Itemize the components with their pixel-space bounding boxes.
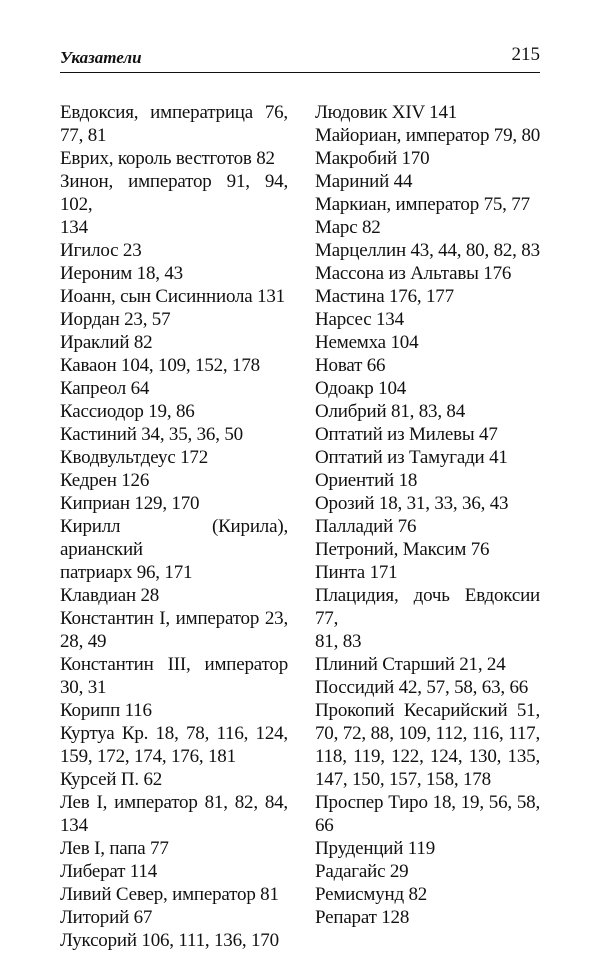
index-entry-line: Ремисмунд 82 xyxy=(315,884,428,905)
index-entry xyxy=(60,768,288,791)
index-entry xyxy=(60,101,288,147)
index-entry-line: 118, 119, 122, 124, 130, 135, xyxy=(315,746,540,767)
index-entry xyxy=(315,147,540,170)
page-number: 215 xyxy=(511,44,540,65)
index-entry-line: Пруденций 119 xyxy=(315,838,435,859)
section-title: Указатели xyxy=(60,48,142,67)
index-entry-line: Палладий 76 xyxy=(315,516,417,537)
index-entry xyxy=(60,837,288,860)
index-column-left xyxy=(60,101,288,952)
index-entry xyxy=(315,377,540,400)
index-entry xyxy=(60,722,288,768)
index-entry xyxy=(315,883,540,906)
index-entry xyxy=(315,492,540,515)
index-entry-line: Кирилл (Кирила), арианский xyxy=(60,516,288,560)
index-entry-line: Орозий 18, 31, 33, 36, 43 xyxy=(315,493,509,514)
index-entry-line: Петроний, Максим 76 xyxy=(315,539,490,560)
index-entry-line: 159, 172, 174, 176, 181 xyxy=(60,746,236,767)
index-entry-line: 134 xyxy=(60,815,88,836)
index-entry xyxy=(60,308,288,331)
index-entry xyxy=(315,561,540,584)
index-entry xyxy=(315,653,540,676)
index-entry-line: Курсей П. 62 xyxy=(60,769,163,790)
index-entry-line: Еврих, король вестготов 82 xyxy=(60,148,275,169)
index-entry-line: Игилос 23 xyxy=(60,240,142,261)
index-entry xyxy=(315,354,540,377)
index-entry xyxy=(60,515,288,584)
index-entry xyxy=(315,216,540,239)
index-entry xyxy=(315,423,540,446)
index-entry-line: Марс 82 xyxy=(315,217,381,238)
index-entry xyxy=(60,262,288,285)
index-entry xyxy=(60,354,288,377)
index-entry-line: Евдоксия, императрица 76, xyxy=(60,102,288,123)
running-header xyxy=(60,44,540,73)
index-entry xyxy=(315,515,540,538)
index-entry xyxy=(315,400,540,423)
index-entry xyxy=(315,101,540,124)
index-entry xyxy=(315,469,540,492)
index-entry-line: Ориентий 18 xyxy=(315,470,418,491)
index-entry-line: Проспер Тиро 18, 19, 56, 58, xyxy=(315,792,540,813)
index-entry xyxy=(60,699,288,722)
index-entry-line: Куртуа Кр. 18, 78, 116, 124, xyxy=(60,723,288,744)
index-entry xyxy=(60,147,288,170)
index-entry-line: Макробий 170 xyxy=(315,148,430,169)
index-entry-line: Клавдиан 28 xyxy=(60,585,160,606)
index-entry xyxy=(315,538,540,561)
index-entry xyxy=(315,193,540,216)
index-entry-line: Кастиний 34, 35, 36, 50 xyxy=(60,424,243,445)
index-entry-line: Поссидий 42, 57, 58, 63, 66 xyxy=(315,677,529,698)
index-entry-line: 70, 72, 88, 109, 112, 116, 117, xyxy=(315,723,540,744)
index-entry xyxy=(60,906,288,929)
index-entry-line: Нарсес 134 xyxy=(315,309,404,330)
index-entry xyxy=(315,308,540,331)
index-entry-line: Оптатий из Милевы 47 xyxy=(315,424,498,445)
index-entry xyxy=(60,446,288,469)
index-entry-line: Каваон 104, 109, 152, 178 xyxy=(60,355,260,376)
index-entry xyxy=(60,423,288,446)
index-entry xyxy=(315,124,540,147)
index-entry-line: Прокопий Кесарийский 51, xyxy=(315,700,540,721)
index-entry xyxy=(315,446,540,469)
index-entry-line: Ираклий 82 xyxy=(60,332,153,353)
index-entry-line: 81, 83 xyxy=(315,631,362,652)
index-entry-line: Оптатий из Тамугади 41 xyxy=(315,447,508,468)
index-entry-line: Зинон, император 91, 94, 102, xyxy=(60,171,288,215)
index-entry-line: Кедрен 126 xyxy=(60,470,150,491)
index-entry xyxy=(315,906,540,929)
index-entry xyxy=(60,653,288,699)
index-entry xyxy=(315,584,540,653)
index-entry-line: Мастина 176, 177 xyxy=(315,286,454,307)
index-entry-line: Новат 66 xyxy=(315,355,386,376)
index-entry-line: Иероним 18, 43 xyxy=(60,263,183,284)
index-entry-line: Ливий Север, император 81 xyxy=(60,884,279,905)
index-entry-line: Маркиан, император 75, 77 xyxy=(315,194,530,215)
index-entry-line: Майориан, император 79, 80 xyxy=(315,125,541,146)
index-entry-line: Литорий 67 xyxy=(60,907,153,928)
index-entry-line: Марцеллин 43, 44, 80, 82, 83 xyxy=(315,240,540,261)
index-entry xyxy=(60,400,288,423)
index-entry xyxy=(60,607,288,653)
index-entry-line: Одоакр 104 xyxy=(315,378,407,399)
index-entry xyxy=(60,239,288,262)
index-entry xyxy=(315,699,540,791)
index-entry-line: Лев I, император 81, 82, 84, xyxy=(60,792,288,813)
index-entry xyxy=(60,469,288,492)
index-entry-line: Плиний Старший 21, 24 xyxy=(315,654,506,675)
index-entry xyxy=(60,791,288,837)
index-entry-line: Иордан 23, 57 xyxy=(60,309,171,330)
index-entry-line: Константин I, император 23, xyxy=(60,608,288,629)
index-entry xyxy=(315,860,540,883)
index-entry-line: Киприан 129, 170 xyxy=(60,493,200,514)
index-entry xyxy=(60,584,288,607)
index-entry-line: Мариний 44 xyxy=(315,171,413,192)
index-entry-line: Капреол 64 xyxy=(60,378,150,399)
index-entry xyxy=(315,791,540,837)
index-entry xyxy=(60,860,288,883)
index-entry xyxy=(315,676,540,699)
index-entry-line: Репарат 128 xyxy=(315,907,410,928)
index-entry-line: Кводвультдеус 172 xyxy=(60,447,209,468)
index-entry xyxy=(60,285,288,308)
index-entry-line: 147, 150, 157, 158, 178 xyxy=(315,769,491,790)
index-entry-line: Константин III, император xyxy=(60,654,288,675)
index-entry xyxy=(60,331,288,354)
index-entry-line: Корипп 116 xyxy=(60,700,152,721)
index-entry xyxy=(60,883,288,906)
index-entry-line: Кассиодор 19, 86 xyxy=(60,401,195,422)
index-entry xyxy=(315,285,540,308)
index-entry xyxy=(315,837,540,860)
index-entry-line: Немемха 104 xyxy=(315,332,419,353)
index-entry xyxy=(315,262,540,285)
index-entry-line: Массона из Альтавы 176 xyxy=(315,263,512,284)
index-entry-line: Луксорий 106, 111, 136, 170 xyxy=(60,930,279,951)
index-entry-line: Радагайс 29 xyxy=(315,861,409,882)
index-entry xyxy=(315,239,540,262)
index-entry-line: Плацидия, дочь Евдоксии 77, xyxy=(315,585,540,629)
index-entry-line: 30, 31 xyxy=(60,677,107,698)
index-entry-line: Пинта 171 xyxy=(315,562,398,583)
index-entry xyxy=(315,331,540,354)
index-entry xyxy=(60,929,288,952)
index-entry xyxy=(60,377,288,400)
index-entry-line: Иоанн, сын Сисинниола 131 xyxy=(60,286,285,307)
index-entry xyxy=(60,170,288,239)
index-entry-line: 77, 81 xyxy=(60,125,107,146)
index-entry-line: патриарх 96, 171 xyxy=(60,562,193,583)
index-entry-line: 28, 49 xyxy=(60,631,107,652)
index-entry-line: Либерат 114 xyxy=(60,861,157,882)
index-column-right xyxy=(315,101,540,929)
index-entry-line: 134 xyxy=(60,217,88,238)
index-entry xyxy=(315,170,540,193)
index-entry-line: Олибрий 81, 83, 84 xyxy=(315,401,466,422)
index-entry-line: Людовик XIV 141 xyxy=(315,102,458,123)
index-entry xyxy=(60,492,288,515)
index-entry-line: 66 xyxy=(315,815,334,836)
index-entry-line: Лев I, папа 77 xyxy=(60,838,169,859)
